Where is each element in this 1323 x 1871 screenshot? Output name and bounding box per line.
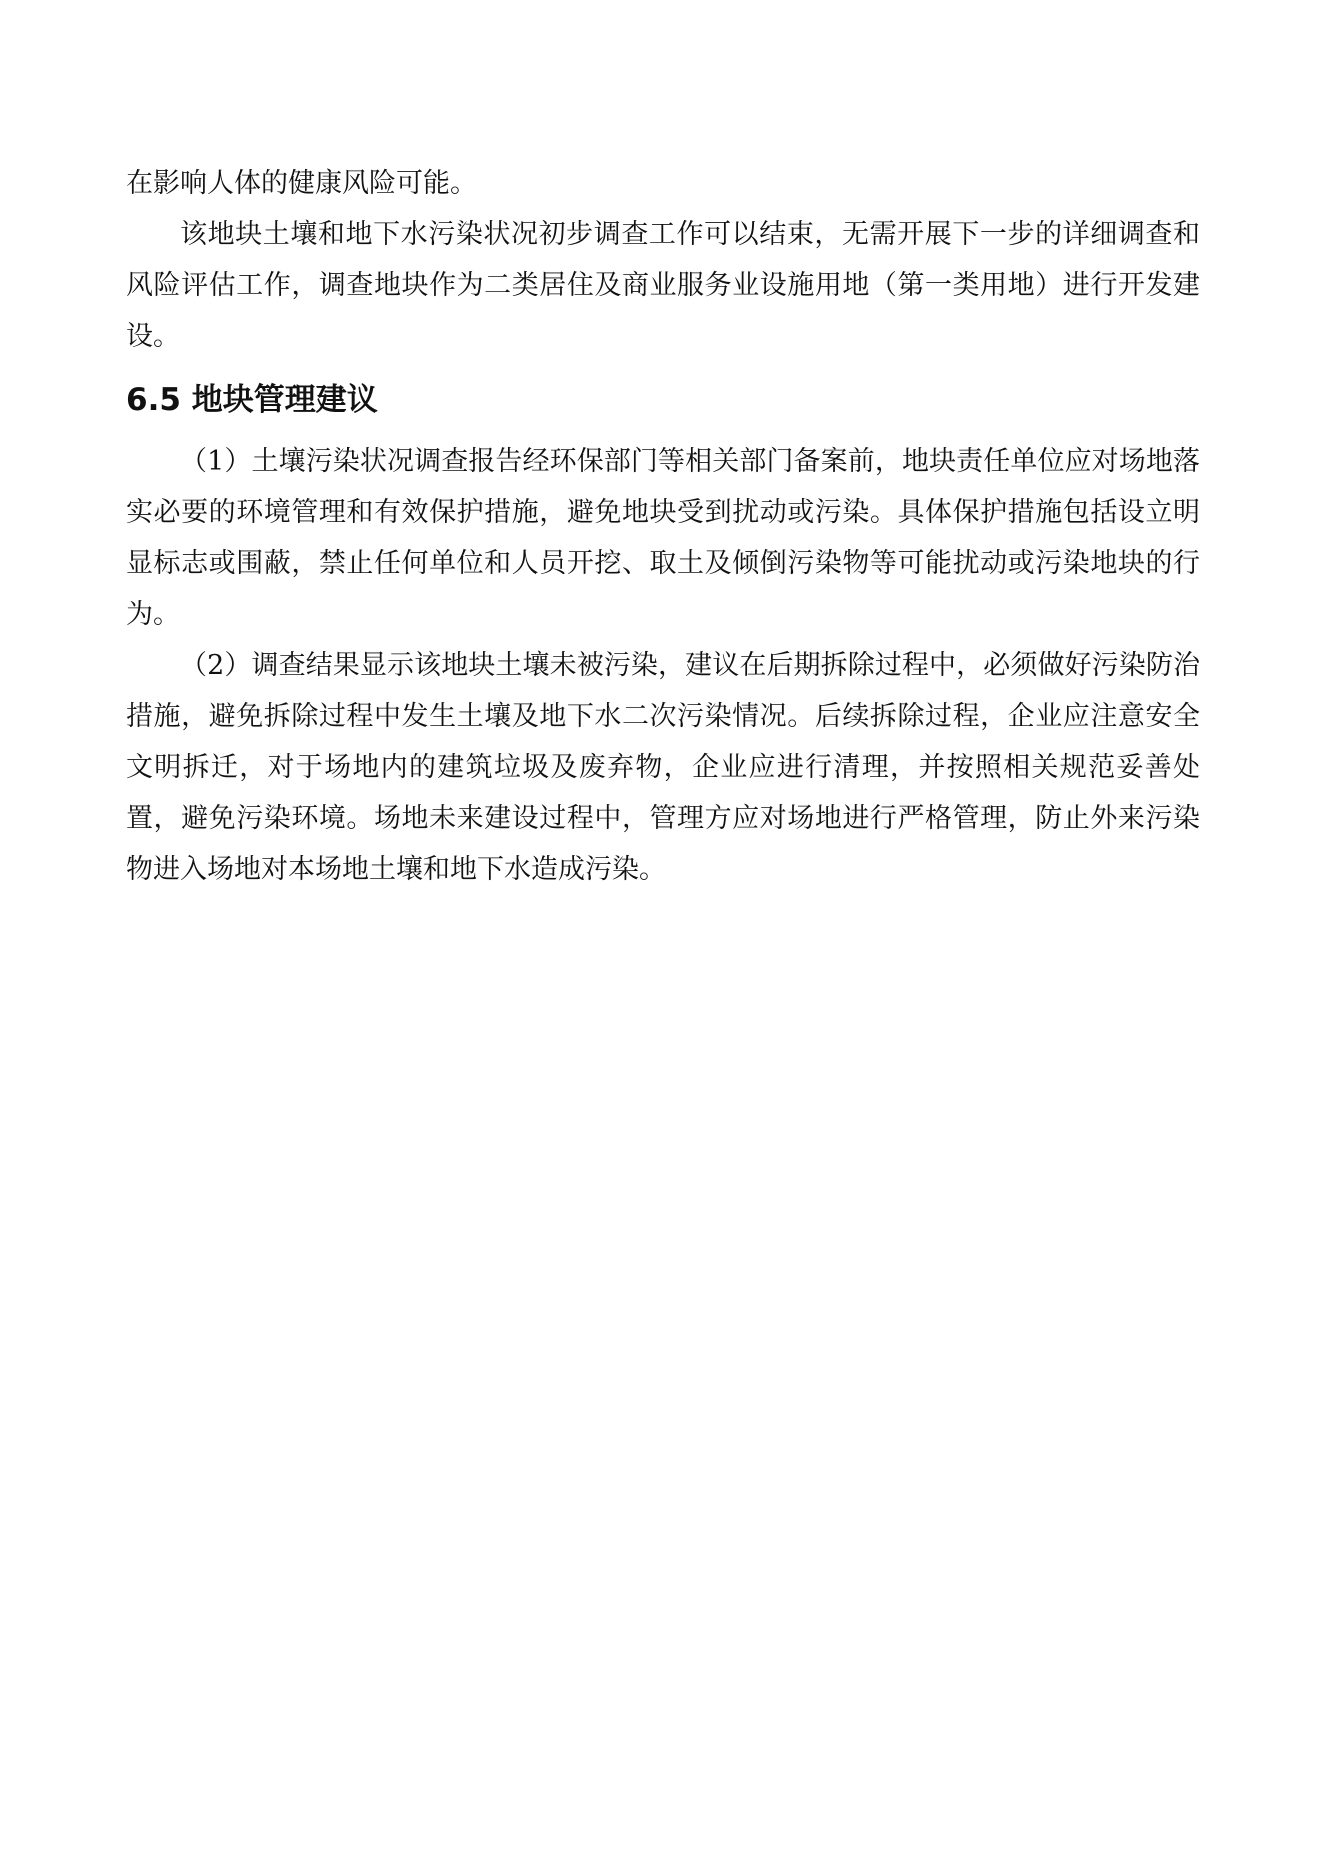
section-number: 6.5	[126, 382, 181, 418]
recommendation-paragraph-2: （2）调查结果显示该地块土壤未被污染，建议在后期拆除过程中，必须做好污染防治措施，避免拆除过程中发生土壤及地下水二次污染情况。后续拆除过程，企业应注意安全文明拆迁，对于场地内的建筑垃圾及废弃物，企业应进行清理，并按照相关规范妥善处置，避免污染环境。场地未来建设过程中，管理方应对场地进行严格管理，防止外来污染物进入场地对本场地土壤和地下水造成污染。	[126, 650, 1200, 885]
document-body	[126, 158, 1200, 895]
section-title: 地块管理建议	[191, 382, 378, 418]
recommendation-paragraph-1: （1）土壤污染状况调查报告经环保部门等相关部门备案前，地块责任单位应对场地落实必要的环境管理和有效保护措施，避免地块受到扰动或污染。具体保护措施包括设立明显标志或围蔽，禁止任何单位和人员开挖、取土及倾倒污染物等可能扰动或污染地块的行为。	[126, 446, 1200, 630]
conclusion-paragraph: 该地块土壤和地下水污染状况初步调查工作可以结束，无需开展下一步的详细调查和风险评估工作，调查地块作为二类居住及商业服务业设施用地（第一类用地）进行开发建设。	[126, 219, 1200, 352]
section-heading	[126, 370, 1200, 430]
continuation-paragraph: 在影响人体的健康风险可能。	[126, 168, 477, 199]
